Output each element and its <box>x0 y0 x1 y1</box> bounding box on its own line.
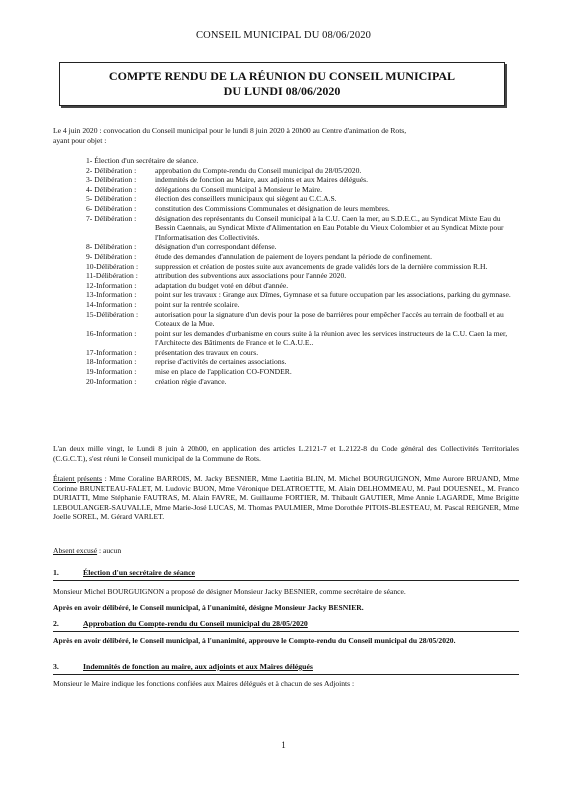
agenda-item <box>86 214 519 243</box>
agenda-item <box>86 252 519 262</box>
agenda-item-label: 2- Délibération : <box>86 165 137 175</box>
agenda-item-label: 12-Information : <box>86 280 137 290</box>
absent-paragraph <box>53 546 519 556</box>
page-number: 1 <box>281 740 286 750</box>
agenda-item <box>86 175 519 185</box>
agenda-item-text: suppression et création de postes suite aux avancements de grade validés lors de la dernière commission R.H. <box>155 261 488 271</box>
agenda-item <box>86 194 519 204</box>
agenda-item <box>86 310 519 329</box>
agenda-item <box>86 290 519 300</box>
opening-paragraph: L'an deux mille vingt, le Lundi 8 juin à 20h00, en application des articles L.2121-7 et L.2122-8 du Code général des Collectivités Territoriales (C.G.C.T.), s'est réuni le Conseil municipal de la Commune de Rots. <box>53 444 519 463</box>
agenda-item-label: 9- Délibération : <box>86 251 137 261</box>
section-1-divider <box>53 580 519 581</box>
section-2-heading: 2. Approbation du Compte-rendu du Conseil municipal du 28/05/2020 <box>53 619 308 628</box>
agenda-item-text: point sur les travaux : Grange aux Dîmes, Gymnase et sa future occupation par les associations, parking du gymnase. <box>155 290 511 300</box>
agenda-item-label: 8- Délibération : <box>86 242 137 252</box>
agenda-item-label: 5- Délibération : <box>86 194 137 204</box>
agenda-item-label: 15-Délibération : <box>86 309 139 319</box>
agenda-item <box>86 262 519 272</box>
agenda-item-label: 1- Élection d'un secrétaire de séance. <box>86 156 199 165</box>
section-3-divider <box>53 674 519 675</box>
agenda-item <box>86 156 519 166</box>
section-3-title: Indemnités de fonction au maire, aux adjoints et aux Maires délégués <box>83 662 313 671</box>
agenda-item <box>86 281 519 291</box>
agenda-item-text: indemnités de fonction au Maire, aux adjoints et aux Maires délégués. <box>155 175 368 185</box>
agenda-item-text: mise en place de l'application CO-FONDER. <box>155 367 292 377</box>
agenda-item-label: 7- Délibération : <box>86 213 137 223</box>
agenda-item-text: constitution des Commissions Communales et désignation de leurs membres. <box>155 203 390 213</box>
agenda-item-label: 3- Délibération : <box>86 175 137 185</box>
agenda-item-text: étude des demandes d'annulation de paiement de loyers pendant la période de confinement. <box>155 251 432 261</box>
running-header: CONSEIL MUNICIPAL DU 08/06/2020 <box>196 30 371 41</box>
section-2-decision: Après en avoir délibéré, le Conseil municipal, à l'unanimité, approuve le Compte-rendu du Conseil municipal du 28/05/2020. <box>53 636 456 645</box>
agenda-item <box>86 185 519 195</box>
agenda-item-label: 18-Information : <box>86 357 137 367</box>
agenda-item-label: 14-Information : <box>86 299 137 309</box>
agenda-item-text: délégations du Conseil municipal à Monsieur le Maire. <box>155 184 323 194</box>
agenda-item-label: 11-Délibération : <box>86 271 138 281</box>
attendance-paragraph <box>53 474 519 522</box>
section-3-heading: 3. Indemnités de fonction au maire, aux adjoints et aux Maires délégués <box>53 662 313 671</box>
agenda-item <box>86 166 519 176</box>
intro-line-2: ayant pour objet : <box>53 135 107 145</box>
agenda-item <box>86 271 519 281</box>
agenda-item-text: point sur les demandes d'urbanisme en cours suite à la réunion avec les services instructeurs de la C.U. Caen la mer, l'Architecte des Bâtiments de France et le C.A.U.E.. <box>155 328 508 348</box>
absent-label: Absent excusé <box>53 546 98 555</box>
agenda-item <box>86 329 519 348</box>
intro-line-1: Le 4 juin 2020 : convocation du Conseil municipal pour le lundi 8 juin 2020 à 20h00 au Centre d'animation de Rots, <box>53 126 407 135</box>
intro-paragraph <box>53 126 519 145</box>
agenda-item-label: 17-Information : <box>86 347 137 357</box>
agenda-item-label: 16-Information : <box>86 328 137 338</box>
agenda-item-text: élection des conseillers municipaux qui siègent au C.C.A.S. <box>155 194 337 204</box>
agenda-item-label: 4- Délibération : <box>86 184 137 194</box>
agenda-item <box>86 348 519 358</box>
agenda-item-text: attribution des subventions aux associations pour l'année 2020. <box>155 271 347 281</box>
section-1-decision: Après en avoir délibéré, le Conseil municipal, à l'unanimité, désigne Monsieur Jacky BESNIER. <box>53 603 364 612</box>
title-line-2: DU LUNDI 08/06/2020 <box>223 84 341 98</box>
title-line-1: COMPTE RENDU DE LA RÉUNION DU CONSEIL MUNICIPAL <box>108 69 456 83</box>
section-2-title: Approbation du Compte-rendu du Conseil municipal du 28/05/2020 <box>83 619 308 628</box>
section-1-heading: 1. Élection d'un secrétaire de séance <box>53 568 196 577</box>
agenda-item-text: autorisation pour la signature d'un devis pour la pose de barrières pour empêcher l'accès au terrain de football et au Coteaux de la Mue. <box>155 309 504 329</box>
agenda-list <box>86 156 519 386</box>
present-label: Étaient présents <box>53 474 102 483</box>
agenda-item-label: 13-Information : <box>86 290 137 300</box>
agenda-item <box>86 300 519 310</box>
agenda-item-text: approbation du Compte-rendu du Conseil municipal du 28/05/2020. <box>155 165 362 175</box>
agenda-item-text: point sur la rentrée scolaire. <box>155 299 240 309</box>
agenda-item <box>86 242 519 252</box>
present-list: : Mme Coraline BARROIS, M. Jacky BESNIER, Mme Laetitia BLIN, M. Michel BOURGUIGNON, Mme Aurore BRUAND, Mme Corinne BRUNETEAU-FALET, M. Ludovic BUON, Mme Véronique DELATROETTE, M. Alain DELHOMMEAU, M. Paul DOUESNEL, M. Franco DURIATTI, Mme Stéphanie FAUTRAS, M. Alain FAVRE, M. Guillaume FORTIER, M. Thibault GAUTIER, Mme Annie LAGARDE, Mme Brigitte LEBOULANGER-SAUVALLE, Mme Marie-José LUCAS, M. Thomas PAULMIER, Mme Dorothée PITOIS-BLESTEAU, M. Pascal REIGNER, Mme Joelle SOREL, M. Gérard VARLET. <box>53 474 519 522</box>
section-3-body: Monsieur le Maire indique les fonctions confiées aux Maires délégués et à chacun de ses Adjoints : <box>53 679 355 688</box>
section-1-title: Élection d'un secrétaire de séance <box>83 568 196 577</box>
agenda-item-label: 10-Délibération : <box>86 261 139 271</box>
absent-text: : aucun <box>97 546 122 555</box>
section-2-divider <box>53 631 519 632</box>
document-title-box <box>59 62 505 106</box>
agenda-item-label: 20-Information : <box>86 376 137 386</box>
section-1-body: Monsieur Michel BOURGUIGNON a proposé de désigner Monsieur Jacky BESNIER, comme secrétaire de séance. <box>53 587 406 596</box>
agenda-item <box>86 204 519 214</box>
agenda-item-text: reprise d'activités de certaines associations. <box>155 357 287 367</box>
agenda-item-text: désignation des représentants du Conseil municipal à la C.U. Caen la mer, au S.D.E.C., au Syndicat Mixte Eau du Bessin Caennais, au Syndicat Mixte d'Alimentation en Eau Potable du Vieux Colombier et au Syndicat Mixte pour l'Informatisation des Collectivités. <box>155 213 504 242</box>
agenda-item-label: 6- Délibération : <box>86 203 137 213</box>
agenda-item-text: adaptation du budget voté en début d'année. <box>155 280 289 290</box>
agenda-item <box>86 367 519 377</box>
agenda-item <box>86 357 519 367</box>
agenda-item-text: désignation d'un correspondant défense. <box>155 242 277 252</box>
agenda-item-label: 19-Information : <box>86 367 137 377</box>
agenda-item-text: création régie d'avance. <box>155 376 227 386</box>
agenda-item-text: présentation des travaux en cours. <box>155 347 259 357</box>
agenda-item <box>86 377 519 387</box>
